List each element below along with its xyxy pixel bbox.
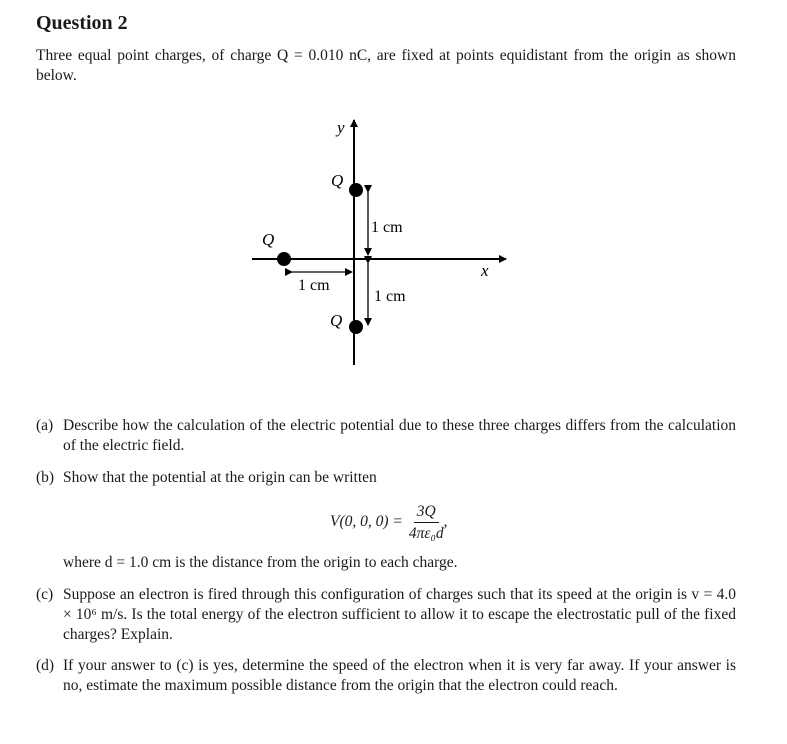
distance-label-top: 1 cm [371, 219, 403, 236]
equation-denominator: 4πε₀d [408, 524, 444, 542]
part-d-label: (d) [36, 657, 55, 674]
part-d [36, 656, 736, 696]
part-c [36, 585, 736, 645]
distance-label-bottom: 1 cm [374, 288, 406, 305]
part-b-text: Show that the potential at the origin can be written [63, 469, 377, 486]
y-axis-label: y [337, 118, 345, 137]
equation-lhs: V(0, 0, 0) = [330, 513, 403, 530]
charge-label-top: Q [331, 171, 344, 190]
question-intro: Three equal point charges, of charge Q = 0.010 nC, are fixed at points equidistant from the origin as shown below. [36, 47, 736, 84]
part-c-label: (c) [36, 586, 54, 603]
part-b-where-text: where d = 1.0 cm is the distance from the origin to each charge. [63, 554, 458, 571]
question-title: Question 2 [36, 12, 128, 34]
equation-fraction [409, 503, 444, 542]
charge-top [349, 183, 363, 197]
distance-label-left: 1 cm [298, 277, 330, 294]
charge-label-left: Q [262, 230, 275, 249]
x-axis-label: x [481, 261, 489, 280]
part-b [36, 468, 736, 488]
charge-bottom [349, 320, 363, 334]
part-d-text: If your answer to (c) is yes, determine the speed of the electron when it is very far away. If your answer is no, estimate the maximum possible distance from the origin that the electron could reach. [63, 657, 736, 694]
charge-left [277, 252, 291, 266]
potential-equation [330, 502, 448, 542]
charge-label-bottom: Q [330, 311, 343, 330]
part-b-label: (b) [36, 469, 55, 486]
part-a-text: Describe how the calculation of the electric potential due to these three charges differs from the calculation of the electric field. [63, 417, 736, 454]
part-a [36, 416, 736, 456]
equation-trailing: , [443, 513, 448, 530]
part-b-where [36, 553, 736, 573]
equation-numerator: 3Q [414, 503, 439, 523]
part-a-label: (a) [36, 417, 54, 434]
part-c-text: Suppose an electron is fired through this configuration of charges such that its speed at the origin is v = 4.0 × 10⁶ m/s. Is the total energy of the electron sufficient to allow it to escape the electrostatic pull of the fixed charges? Explain. [63, 586, 736, 643]
